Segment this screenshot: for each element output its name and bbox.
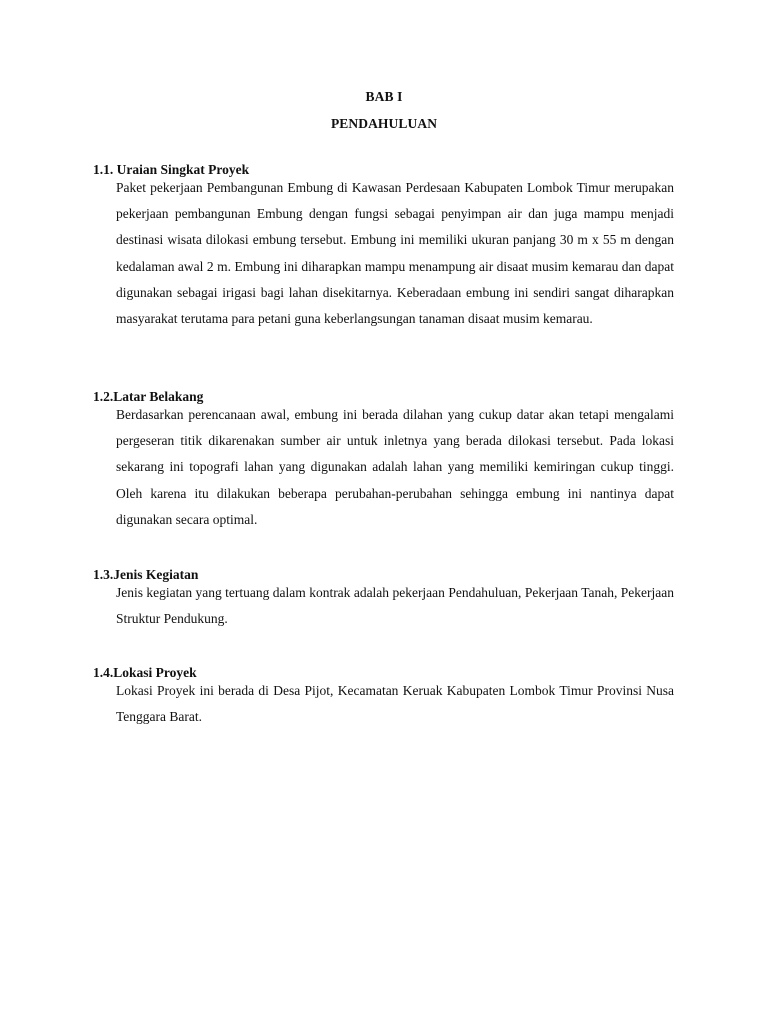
section-title-lokasi: 1.4.Lokasi Proyek bbox=[93, 665, 197, 680]
section-title-jenis: 1.3.Jenis Kegiatan bbox=[93, 567, 199, 582]
chapter-title: PENDAHULUAN bbox=[330, 116, 438, 131]
section-body-uraian: Paket pekerjaan Pembangunan Embung di Kawasan Perdesaan Kabupaten Lombok Timur merupakan pekerjaan pembangunan Embung dengan fungsi sebagai penyimpan air dan juga mampu menjadi destinasi wisata dilokasi embung tersebut. Embung ini memiliki ukuran panjang 30 m x 55 m dengan kedalaman awal 2 m. Embung ini diharapkan mampu menampung air disaat musim kemarau dan dapat digunakan sebagai irigasi bagi lahan disekitarnya. Keberadaan embung ini sendiri sangat diharapkan masyarakat terutama para petani guna keberlangsungan tanaman disaat musim kemarau. bbox=[116, 180, 674, 327]
section-body-latar: Berdasarkan perencanaan awal, embung ini berada dilahan yang cukup datar akan tetapi mengalami pergeseran titik dikarenakan sumber air untuk inletnya yang berada dilokasi tersebut. Pada lokasi sekarang ini topografi lahan yang digunakan adalah lahan yang memiliki kemiringan cukup tinggi. Oleh karena itu dilakukan beberapa perubahan-perubahan sehingga embung ini nantinya dapat digunakan secara optimal. bbox=[116, 407, 674, 527]
chapter-label: BAB I bbox=[365, 89, 403, 104]
section-body-jenis: Jenis kegiatan yang tertuang dalam kontrak adalah pekerjaan Pendahuluan, Pekerjaan Tanah, Pekerjaan Struktur Pendukung. bbox=[116, 585, 674, 627]
section-title-uraian: 1.1. Uraian Singkat Proyek bbox=[93, 162, 250, 177]
section-body-lokasi: Lokasi Proyek ini berada di Desa Pijot, Kecamatan Keruak Kabupaten Lombok Timur Provinsi Nusa Tenggara Barat. bbox=[116, 683, 674, 725]
section-title-latar: 1.2.Latar Belakang bbox=[93, 389, 204, 404]
